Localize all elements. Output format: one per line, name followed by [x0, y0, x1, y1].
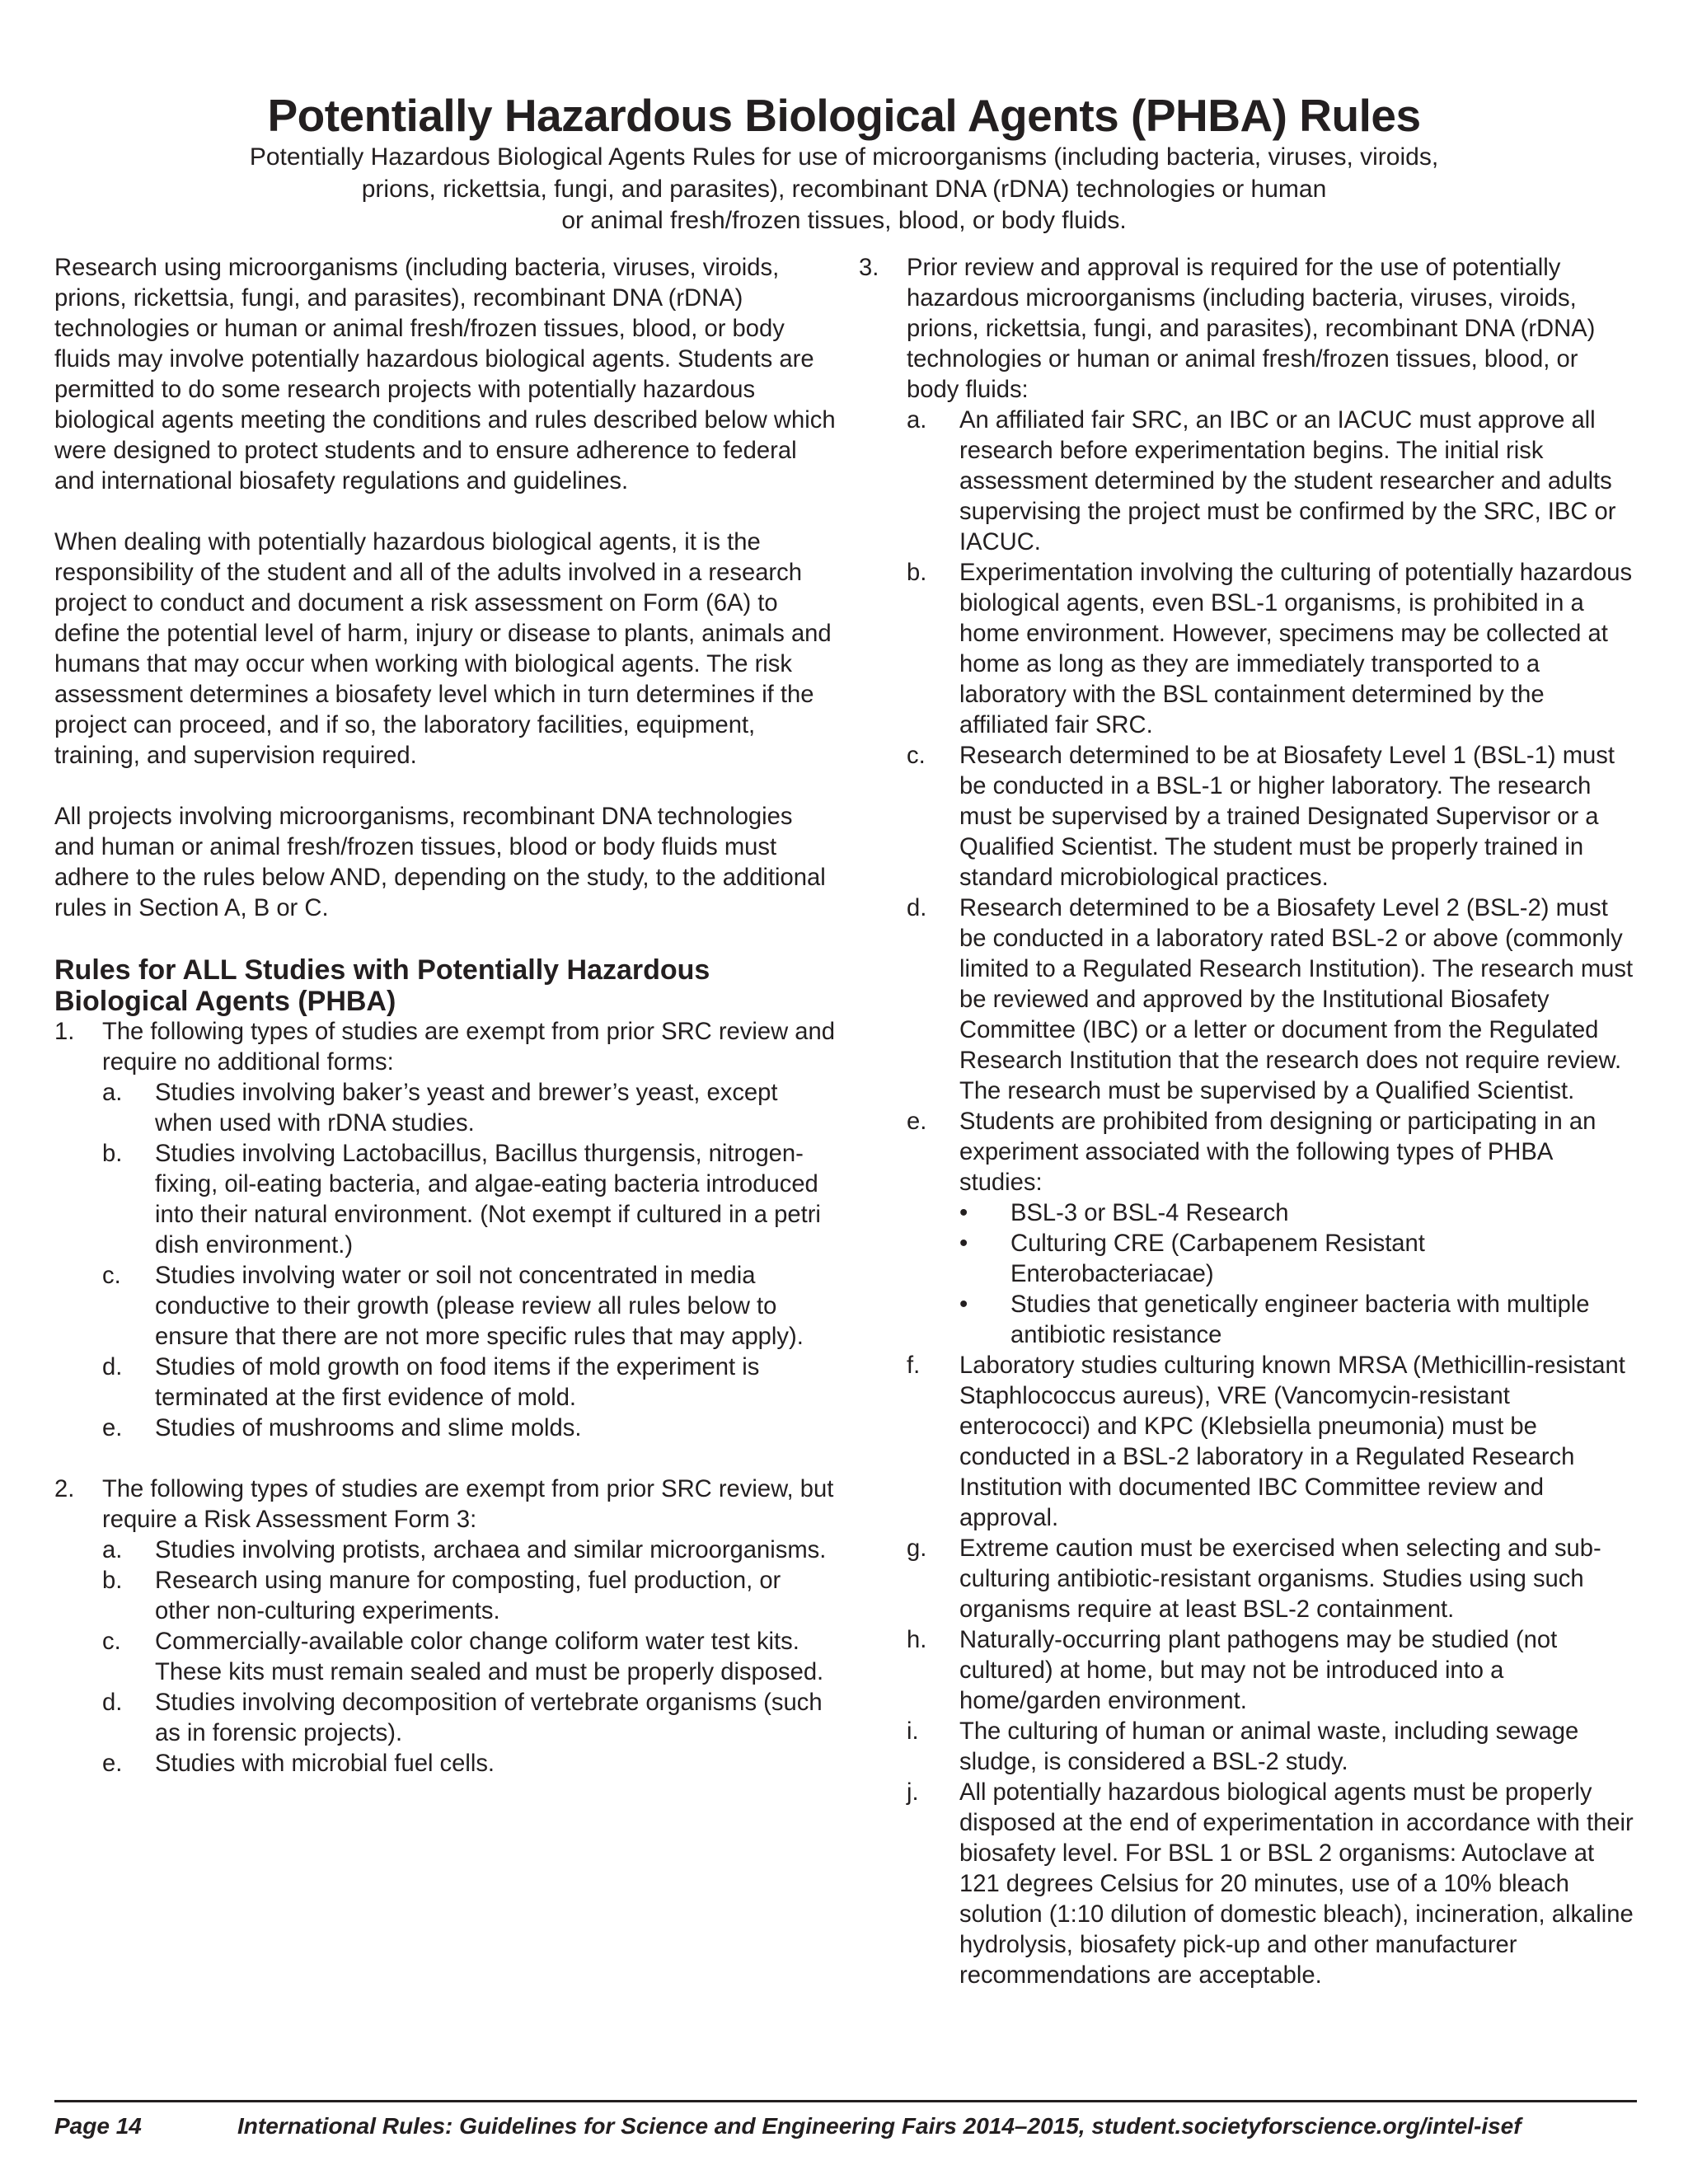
right-column — [859, 253, 1634, 1991]
footer-divider — [54, 2100, 1637, 2102]
bullet-text: BSL-3 or BSL-4 Research — [1010, 1200, 1289, 1226]
list-item-text: Research using manure for composting, fuel production, or other non-culturing experiments. — [155, 1568, 781, 1624]
list-marker: a. — [102, 1537, 123, 1563]
list-item-text: Studies involving Lactobacillus, Bacillus thurgensis, nitrogen-fixing, oil-eating bacteria, and algae-eating bacteria introduced into their natural environment. (Not exempt if cultured in a petri dish environment.) — [155, 1141, 821, 1258]
list-item-text: Studies of mushrooms and slime molds. — [155, 1415, 582, 1441]
subtitle-line: or animal fresh/frozen tissues, blood, or body fluids. — [561, 207, 1127, 234]
list-marker: c. — [102, 1629, 121, 1655]
bullet-item — [959, 1198, 1634, 1229]
list-item — [907, 893, 1634, 1107]
list-marker: b. — [102, 1141, 123, 1167]
list-item-text: Laboratory studies culturing known MRSA (Methicillin-resistant Staphlococcus aureus), VRE (Vancomycin-resistant enterococci) and KPC (Klebsiella pneumonia) must be conducted in a BSL-2 laboratory in a Regulated Research Institution with documented IBC Committee review and approval. — [959, 1352, 1625, 1531]
list-marker: e. — [907, 1108, 927, 1135]
list-item — [102, 1139, 837, 1261]
list-marker: d. — [102, 1690, 123, 1716]
list-item — [102, 1749, 837, 1779]
list-item — [102, 1352, 837, 1413]
page-subtitle — [198, 142, 1490, 237]
list-item-text: Research determined to be a Biosafety Level 2 (BSL-2) must be conducted in a laboratory rated BSL-2 or above (commonly limited to a Regulated Research Institution). The research must be reviewed and approved by the Institutional Biosafety Committee (IBC) or a letter or document from the Regulated Research Institution that the research does not require review. The research must be supervised by a Qualified Scientist. — [959, 895, 1634, 1104]
bullet-icon: • — [959, 1200, 968, 1226]
list-marker: a. — [907, 407, 927, 434]
list-item-text: Students are prohibited from designing or participating in an experiment associated with the following types of PHBA studies: — [959, 1108, 1597, 1196]
subtitle-line: Potentially Hazardous Biological Agents Rules for use of microorganisms (including bacteria, viruses, viroids, — [249, 143, 1439, 171]
list-item — [102, 1413, 837, 1444]
list-marker: 1. — [54, 1019, 75, 1045]
list-marker: b. — [907, 560, 927, 586]
list-marker: j. — [907, 1779, 919, 1806]
page-number: Page 14 — [54, 2113, 142, 2139]
list-item — [907, 1534, 1634, 1625]
rule-text: Prior review and approval is required for the use of potentially hazardous microorganisms (including bacteria, viruses, viroids, prions, rickettsia, fungi, and parasites), recombinant DNA (rDNA) technologies or human or animal fresh/frozen tissues, blood, or body fluids: — [907, 255, 1596, 403]
list-item-text: Commercially-available color change coliform water test kits. These kits must remain sealed and must be properly disposed. — [155, 1629, 824, 1685]
list-item — [907, 1717, 1634, 1778]
list-item — [907, 558, 1634, 741]
list-marker: b. — [102, 1568, 123, 1594]
page-title: Potentially Hazardous Biological Agents (PHBA) Rules — [267, 90, 1421, 141]
rule-3 — [859, 253, 1634, 1991]
list-item-text: Research determined to be at Biosafety Level 1 (BSL-1) must be conducted in a BSL-1 or higher laboratory. The research must be supervised by a trained Designated Supervisor or a Qualified Scientist. The student must be properly trained in standard microbiological practices. — [959, 743, 1615, 891]
list-marker: c. — [907, 743, 926, 769]
list-item-text: An affiliated fair SRC, an IBC or an IACUC must approve all research before experimentation begins. The initial risk assessment determined by the student researcher and adults supervising the project must be confirmed by the SRC, IBC or IACUC. — [959, 407, 1616, 555]
list-marker: a. — [102, 1080, 123, 1106]
list-item-text: Studies involving protists, archaea and similar microorganisms. — [155, 1537, 827, 1563]
list-item — [102, 1078, 837, 1139]
bullet-icon: • — [959, 1230, 968, 1257]
bullet-text: Studies that genetically engineer bacteria with multiple antibiotic resistance — [1010, 1291, 1590, 1348]
list-marker: 2. — [54, 1476, 75, 1502]
list-item-text: Studies involving baker’s yeast and brewer’s yeast, except when used with rDNA studies. — [155, 1080, 778, 1137]
list-marker: e. — [102, 1750, 123, 1777]
list-marker: e. — [102, 1415, 123, 1441]
list-item — [102, 1261, 837, 1352]
list-item — [907, 405, 1634, 558]
rule-text: The following types of studies are exempt from prior SRC review and require no additional forms: — [102, 1019, 835, 1076]
list-item-text: Studies involving water or soil not concentrated in media conductive to their growth (please review all rules below to ensure that there are not more specific rules that may apply). — [155, 1263, 804, 1350]
subtitle-line: prions, rickettsia, fungi, and parasites), recombinant DNA (rDNA) technologies or human — [361, 175, 1327, 203]
rule-text: The following types of studies are exempt from prior SRC review, but require a Risk Assessment Form 3: — [102, 1476, 834, 1533]
list-marker: 3. — [859, 255, 879, 281]
list-item-text: Extreme caution must be exercised when selecting and sub-culturing antibiotic-resistant organisms. Studies using such organisms require at least BSL-2 containment. — [959, 1535, 1601, 1623]
rule-1 — [54, 1017, 837, 1444]
bullet-text: Culturing CRE (Carbapenem Resistant Enterobacteriacae) — [1010, 1230, 1425, 1287]
intro-paragraph: All projects involving microorganisms, recombinant DNA technologies and human or animal fresh/frozen tissues, blood or body fluids must adhere to the rules below AND, depending on the study, to the additional rules in Section A, B or C. — [54, 804, 826, 921]
footer-text: International Rules: Guidelines for Science and Engineering Fairs 2014–2015, student.societyforscience.org/intel-isef — [237, 2113, 1522, 2139]
list-item — [907, 1778, 1634, 1991]
list-item-text: Studies involving decomposition of vertebrate organisms (such as in forensic projects). — [155, 1690, 823, 1746]
list-marker: c. — [102, 1263, 121, 1289]
list-item — [907, 1107, 1634, 1351]
list-marker: h. — [907, 1627, 927, 1653]
list-item — [907, 1625, 1634, 1717]
list-marker: f. — [907, 1352, 921, 1379]
list-item — [102, 1627, 837, 1688]
list-item-text: All potentially hazardous biological agents must be properly disposed at the end of experimentation in accordance with their biosafety level. For BSL 1 or BSL 2 organisms: Autoclave at 121 degrees Celsius for 20 minutes, use of a 10% bleach solution (1:10 dilution of domestic bleach), incineration, alkaline hydrolysis, biosafety pick-up and other manufacturer recommendations are acceptable. — [959, 1779, 1634, 1989]
list-item-text: Naturally-occurring plant pathogens may be studied (not cultured) at home, but may not be introduced into a home/garden environment. — [959, 1627, 1558, 1714]
bullet-icon: • — [959, 1291, 968, 1318]
list-item-text: Experimentation involving the culturing of potentially hazardous biological agents, even BSL-1 organisms, is prohibited in a home environment. However, specimens may be collected at home as long as they are immediately transported to a laboratory with the BSL containment determined by the affiliated fair SRC. — [959, 560, 1633, 738]
rule-2 — [54, 1474, 837, 1779]
list-item — [102, 1566, 837, 1627]
list-item — [102, 1688, 837, 1749]
list-item-text: Studies of mold growth on food items if the experiment is terminated at the first evidence of mold. — [155, 1354, 760, 1411]
intro-paragraph: When dealing with potentially hazardous biological agents, it is the responsibility of the student and all of the adults involved in a research project to conduct and document a risk assessment on Form (6A) to define the potential level of harm, injury or disease to plants, animals and humans that may occur when working with biological agents. The risk assessment determines a biosafety level which in turn determines if the project can proceed, and if so, the laboratory facilities, equipment, training, and supervision required. — [54, 529, 832, 769]
list-marker: g. — [907, 1535, 927, 1562]
section-heading: Rules for ALL Studies with Potentially Hazardous Biological Agents (PHBA) — [54, 954, 710, 1017]
list-item-text: Studies with microbial fuel cells. — [155, 1750, 495, 1777]
list-item-text: The culturing of human or animal waste, including sewage sludge, is considered a BSL-2 study. — [959, 1718, 1579, 1775]
spacer — [54, 1444, 837, 1474]
list-item — [102, 1535, 837, 1566]
bullet-item — [959, 1290, 1634, 1351]
list-item — [907, 1351, 1634, 1534]
list-marker: d. — [102, 1354, 123, 1380]
left-column — [54, 253, 837, 1779]
intro-paragraph: Research using microorganisms (including bacteria, viruses, viroids, prions, rickettsia, fungi, and parasites), recombinant DNA (rDNA) technologies or human or animal fresh/frozen tissues, blood, or body fluids may involve potentially hazardous biological agents. Students are permitted to do some research projects with potentially hazardous biological agents meeting the conditions and rules described below which were designed to protect students and to ensure adherence to federal and international biosafety regulations and guidelines. — [54, 255, 836, 494]
list-marker: i. — [907, 1718, 919, 1745]
bullet-item — [959, 1229, 1634, 1290]
list-item — [907, 741, 1634, 893]
list-marker: d. — [907, 895, 927, 921]
